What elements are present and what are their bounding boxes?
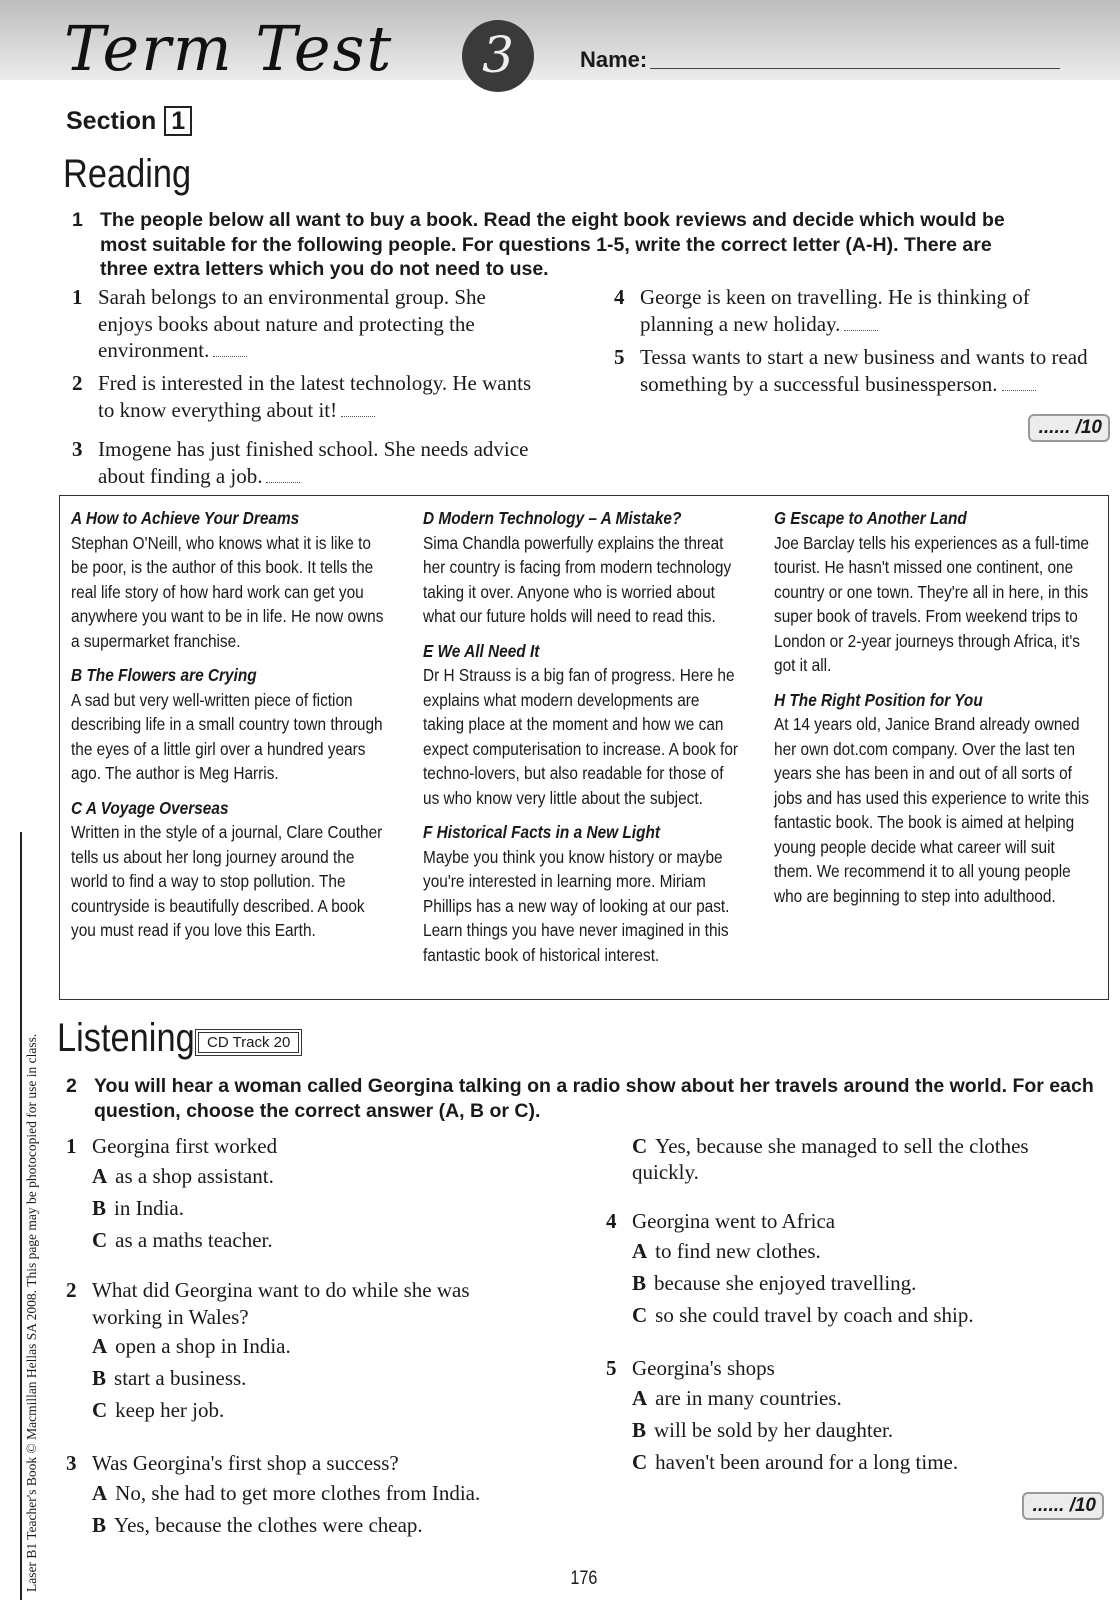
section-number: 1 [164,106,192,136]
section-label: Section 1 [66,106,192,136]
reviews-column-3 [774,506,1093,918]
listening-question: 5 Georgina's shops A are in many countries. B will be sold by her daughter. C haven't been around for a long time. [606,1355,1086,1478]
review-body: Stephan O'Neill, who knows what it is like to be poor, is the author of this book. It tells the real life story of how hard work can get you anywhere you want to be in life. He now owns a supermarket franchise. [71,532,384,651]
review-body: Written in the style of a journal, Clare Couther tells us about her long journey around the world to find a way to stop pollution. The countryside is beautifully described. A book you must read if you love this Earth. [71,822,383,940]
book-review [71,796,388,943]
book-review [423,506,742,629]
answer-blank[interactable] [844,330,878,331]
answer-blank[interactable] [266,482,300,483]
answer-blank[interactable] [341,416,375,417]
test-number-badge: 3 [462,20,534,92]
test-title: Term Test [64,12,394,85]
answer-option[interactable]: B in India. [92,1195,184,1220]
review-body: Maybe you think you know history or maybe you're interested in learning more. Miriam Phillips has a new way of looking at our past. Learn things you have never imagined in this fantastic book of historical interest. [423,846,730,965]
answer-option[interactable]: A are in many countries. [632,1385,842,1410]
answer-option[interactable]: C so she could travel by coach and ship. [632,1302,974,1327]
book-review [71,663,388,786]
review-body: A sad but very well-written piece of fiction describing life in a small country town through the eyes of a little girl over a hundred years ago. The author is Meg Harris. [71,689,383,783]
reviews-column-2 [423,506,742,977]
answer-option[interactable]: C as a maths teacher. [92,1227,273,1252]
answer-blank[interactable] [213,356,247,357]
listening-question: 2 What did Georgina want to do while she was working in Wales? A open a shop in India. B start a business. C keep her job. [66,1277,536,1426]
book-review [423,639,742,811]
reading-heading: Reading [63,152,192,196]
review-title: E We All Need It [423,640,540,661]
answer-option[interactable]: B start a business. [92,1366,247,1390]
review-title: D Modern Technology – A Mistake? [423,508,682,528]
book-review [423,820,742,967]
name-label: Name: [580,47,648,72]
listening-score-box[interactable]: ...... /10 [1022,1492,1104,1520]
answer-option[interactable]: B Yes, because the clothes were cheap. [92,1512,423,1537]
answer-option[interactable]: C keep her job. [92,1398,225,1422]
reviews-column-1 [71,506,388,953]
review-title: C A Voyage Overseas [71,797,229,818]
book-review [774,506,1093,678]
answer-option[interactable]: A open a shop in India. [92,1334,291,1358]
review-body: Joe Barclay tells his experiences as a full-time tourist. He hasn't missed one continent, one country or one town. They're all in here, in this super book of travels. From weekend trips to London or 2-year journeys through Africa, it's got it all. [774,532,1089,675]
reading-question: 4 George is keen on travelling. He is thinking of planning a new holiday. [614,285,1030,336]
review-body: Dr H Strauss is a big fan of progress. Here he explains what modern developments are taking place at the moment and how we can expect computerisation to increase. A book for techno-lovers, but also readable for those of us who know very little about the subject. [423,665,739,808]
listening-instruction: 2 You will hear a woman called Georgina talking on a radio show about her travels around the world. For each question, choose the correct answer (A, B or C). [66,1075,1094,1122]
reading-question: 5 Tessa wants to start a new business and wants to read something by a successful businessperson. [614,345,1088,396]
answer-option[interactable]: C Yes, because she managed to sell the clothes quickly. [632,1134,1029,1184]
margin-rule [20,832,22,1600]
answer-option[interactable]: B will be sold by her daughter. [632,1417,894,1442]
listening-question-continued [632,1133,1092,1185]
page-number: 176 [570,1568,598,1589]
book-review [71,506,388,653]
answer-option[interactable]: B because she enjoyed travelling. [632,1270,917,1295]
listening-heading: Listening [57,1016,195,1060]
listening-question: 3 Was Georgina's first shop a success? A No, she had to get more clothes from India. B Yes, because the clothes were cheap. [66,1450,566,1541]
answer-option[interactable]: A to find new clothes. [632,1238,821,1263]
review-title: G Escape to Another Land [774,508,967,528]
copyright-note: Laser B1 Teacher's Book © Macmillan Hellas SA 2008. This page may be photocopied for use in class. [24,1033,39,1592]
review-title: A How to Achieve Your Dreams [71,508,300,528]
answer-option[interactable]: A as a shop assistant. [92,1163,274,1188]
answer-blank[interactable] [1002,390,1036,391]
review-body: Sima Chandla powerfully explains the threat her country is facing from modern technology taking it over. Anyone who is worried about what our future holds will need to read this. [423,532,732,626]
listening-question: 4 Georgina went to Africa A to find new clothes. B because she enjoyed travelling. C so she could travel by coach and ship. [606,1208,1086,1331]
reading-question: 3 Imogene has just finished school. She needs advice about finding a job. [72,437,529,488]
reading-question: 2 Fred is interested in the latest technology. He wants to know everything about it! [72,371,532,422]
cd-track-label: CD Track 20 [198,1032,299,1053]
reading-instruction: 1 The people below all want to buy a book. Read the eight book reviews and decide which would be most suitable for the following people. For questions 1-5, write the correct letter (A-H). There are three extra letters which you do not need to use. [72,209,1005,280]
answer-option[interactable]: C haven't been around for a long time. [632,1449,959,1474]
reading-score-box[interactable]: ...... /10 [1028,414,1110,442]
listening-question: 1 Georgina first worked A as a shop assistant. B in India. C as a maths teacher. [66,1133,546,1256]
book-review [774,688,1093,909]
answer-option[interactable]: A No, she had to get more clothes from India. [92,1480,481,1505]
review-body: At 14 years old, Janice Brand already owned her own dot.com company. Over the last ten years she has been in and out of all sorts of jobs and has used this experience to write this fantastic book. The book is aimed at helping young people decide what career will suit them. We recommend it to all young people who are beginning to step into adulthood. [774,714,1090,906]
name-field[interactable] [650,68,1060,69]
review-title: H The Right Position for You [774,689,983,710]
reading-question: 1 Sarah belongs to an environmental group. She enjoys books about nature and protecting the environment. [72,285,486,362]
review-title: B The Flowers are Crying [71,665,257,685]
review-title: F Historical Facts in a New Light [423,822,661,842]
